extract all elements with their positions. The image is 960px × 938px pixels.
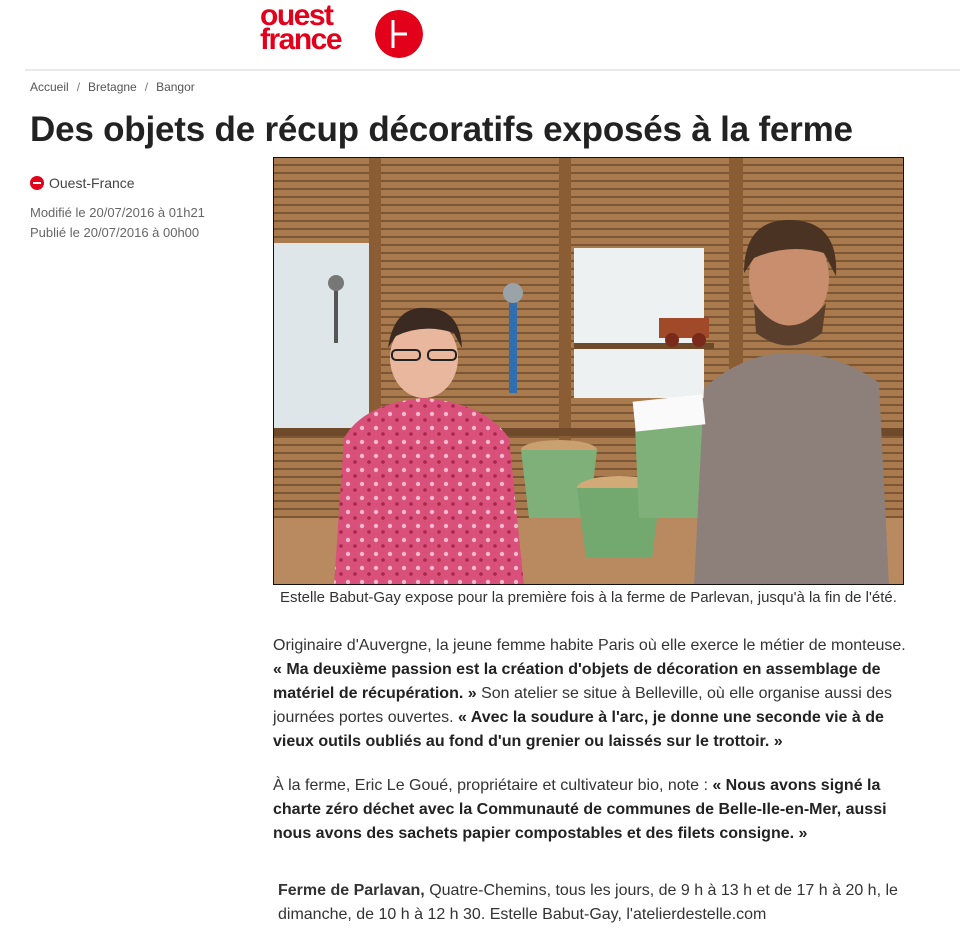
logo-mark-icon bbox=[375, 10, 423, 58]
logo-line-1: ouest bbox=[260, 0, 333, 32]
paragraph-1 bbox=[273, 634, 913, 754]
source-label: Ouest-France bbox=[49, 175, 135, 191]
paragraph-1-text-c: Son atelier se situe à Belleville, où elle organise aussi des journées portes ouvertes. bbox=[273, 685, 892, 726]
breadcrumb-accueil[interactable]: Accueil bbox=[30, 80, 69, 94]
ouest-france-dot-icon bbox=[30, 176, 44, 190]
article-dates bbox=[30, 203, 260, 243]
logo-wordmark bbox=[260, 0, 342, 56]
article-meta bbox=[30, 175, 260, 243]
site-header bbox=[0, 0, 960, 70]
ouest-france-logo[interactable] bbox=[260, 0, 430, 62]
photo-caption: Estelle Babut-Gay expose pour la première fois à la ferme de Parlevan, jusqu'à la fin de l'été. bbox=[280, 589, 897, 606]
article-body bbox=[273, 634, 913, 866]
published-date: Publié le 20/07/2016 à 00h00 bbox=[30, 225, 200, 240]
article-source bbox=[30, 175, 260, 191]
photo-illustration bbox=[274, 158, 904, 585]
breadcrumb bbox=[30, 80, 195, 94]
quote-3: « Nous avons signé la charte zéro déchet avec la Communauté de communes de Belle-Ile-en-Mer, aussi nous avons des sachets papier compostables et des filets consigne. » bbox=[273, 777, 887, 842]
practical-info bbox=[278, 879, 918, 927]
breadcrumb-bretagne[interactable]: Bretagne bbox=[88, 80, 137, 94]
farm-name: Ferme de Parlavan, bbox=[278, 882, 425, 899]
breadcrumb-separator: / bbox=[76, 80, 81, 94]
article-title: Des objets de récup décoratifs exposés à la ferme bbox=[30, 110, 853, 149]
breadcrumb-separator: / bbox=[144, 80, 149, 94]
paragraph-2 bbox=[273, 774, 913, 846]
paragraph-2-text-a: À la ferme, Eric Le Goué, propriétaire et cultivateur bio, note : bbox=[273, 777, 713, 794]
article-photo bbox=[273, 157, 904, 585]
quote-2: « Avec la soudure à l'arc, je donne une seconde vie à de vieux outils oubliés au fond d'un grenier ou laissés sur le trottoir. » bbox=[273, 709, 884, 750]
quote-1: « Ma deuxième passion est la création d'objets de décoration en assemblage de matériel de récupération. » bbox=[273, 661, 881, 702]
logo-line-2: france bbox=[260, 23, 342, 56]
modified-date: Modifié le 20/07/2016 à 01h21 bbox=[30, 205, 205, 220]
paragraph-1-text-a: Originaire d'Auvergne, la jeune femme habite Paris où elle exerce le métier de monteuse. bbox=[273, 637, 906, 654]
breadcrumb-bangor[interactable]: Bangor bbox=[156, 80, 195, 94]
practical-info-text: Quatre-Chemins, tous les jours, de 9 h à 13 h et de 17 h à 20 h, le dimanche, de 10 h à 12 h 30. Estelle Babut-Gay, l'atelierdestelle.com bbox=[278, 882, 898, 923]
header-divider bbox=[25, 69, 960, 71]
